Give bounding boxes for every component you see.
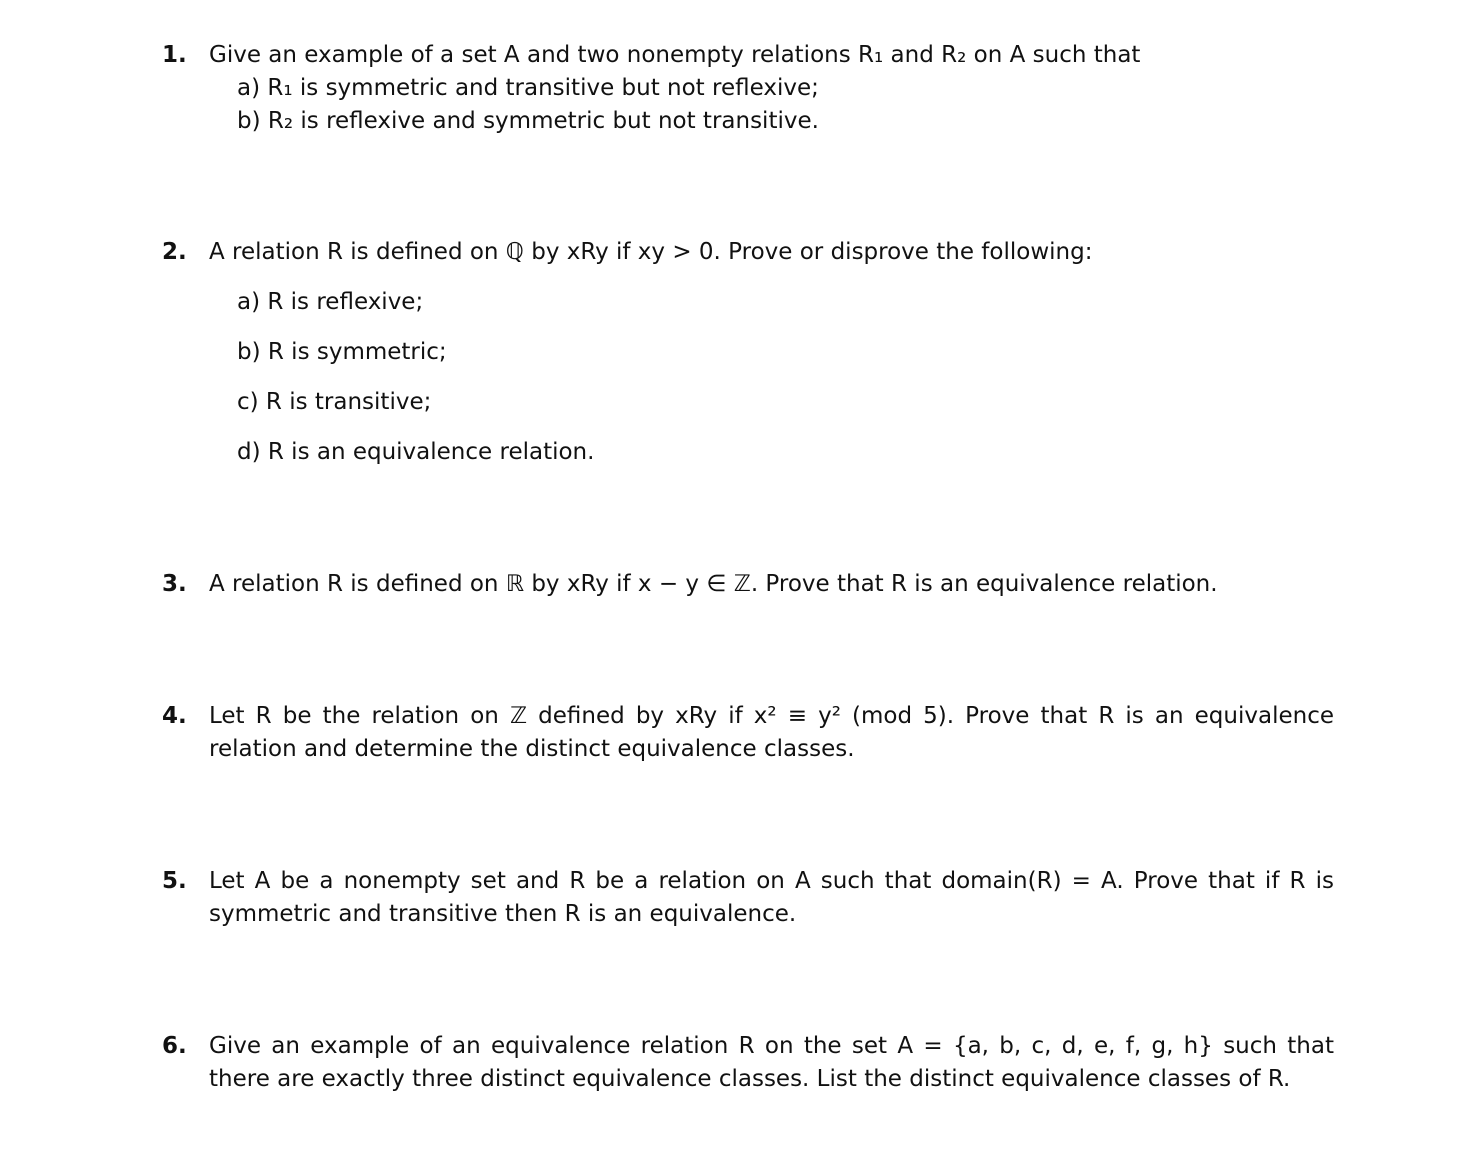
problem-statement: Give an example of a set A and two nonempty relations R₁ and R₂ on A such that	[209, 42, 1141, 68]
problem-2	[162, 236, 1334, 469]
problem-part-d: d) R is an equivalence relation.	[237, 439, 595, 465]
problem-number: 6.	[162, 1033, 187, 1059]
problem-part-a: a) R is reflexive;	[237, 289, 424, 315]
problem-statement: A relation R is defined on ℝ by xRy if x − y ∈ ℤ. Prove that R is an equivalence relation.	[209, 571, 1218, 597]
problem-part-a: a) R₁ is symmetric and transitive but not reflexive;	[237, 75, 819, 101]
problem-6	[162, 1030, 1334, 1096]
problem-part-c: c) R is transitive;	[237, 389, 432, 415]
problem-number: 1.	[162, 42, 187, 68]
problem-statement: Let R be the relation on ℤ defined by xRy if x² ≡ y² (mod 5). Prove that R is an equivalence relation and determine the distinct equivalence classes.	[209, 703, 1334, 762]
problem-5	[162, 865, 1334, 931]
problem-4	[162, 700, 1334, 766]
problem-part-b: b) R is symmetric;	[237, 339, 447, 365]
problem-number: 2.	[162, 239, 187, 265]
problem-statement: Give an example of an equivalence relation R on the set A = {a, b, c, d, e, f, g, h} such that there are exactly three distinct equivalence classes. List the distinct equivalence classes of R.	[209, 1033, 1334, 1092]
problem-statement: Let A be a nonempty set and R be a relation on A such that domain(R) = A. Prove that if R is symmetric and transitive then R is an equivalence.	[209, 868, 1334, 927]
problem-number: 4.	[162, 703, 187, 729]
problem-number: 5.	[162, 868, 187, 894]
problem-3	[162, 568, 1334, 601]
problem-number: 3.	[162, 571, 187, 597]
problem-part-b: b) R₂ is reflexive and symmetric but not transitive.	[237, 108, 819, 134]
problem-1	[162, 39, 1334, 138]
problem-statement: A relation R is defined on ℚ by xRy if xy > 0. Prove or disprove the following:	[209, 239, 1093, 265]
